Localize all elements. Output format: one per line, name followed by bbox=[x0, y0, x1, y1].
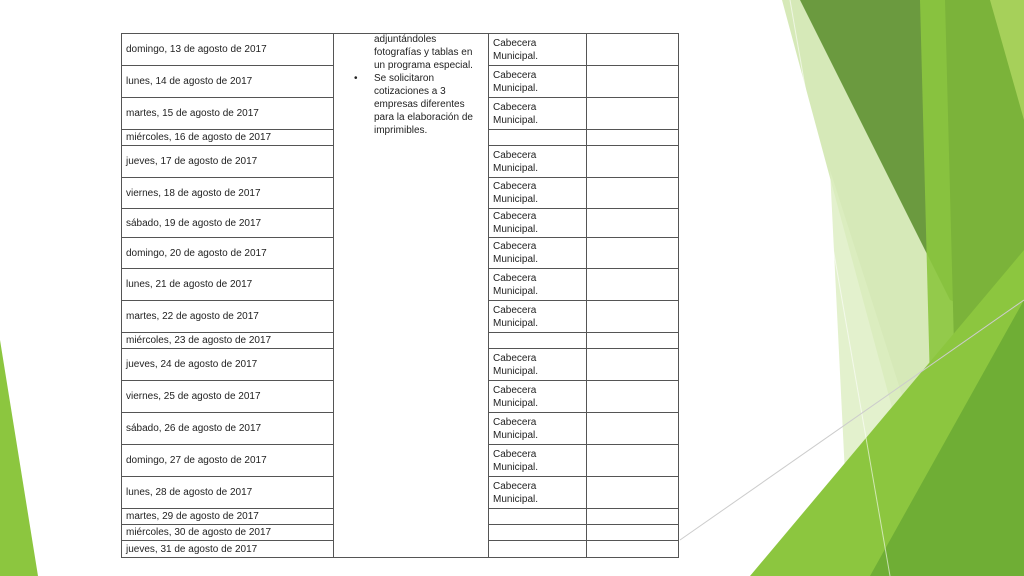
place-cell: Cabecera Municipal. bbox=[489, 381, 587, 413]
date-cell: lunes, 21 de agosto de 2017 bbox=[122, 269, 334, 301]
empty-cell bbox=[587, 525, 679, 541]
date-cell: jueves, 31 de agosto de 2017 bbox=[122, 541, 334, 558]
place-cell bbox=[489, 509, 587, 525]
empty-cell bbox=[587, 209, 679, 238]
place-cell: Cabecera Municipal. bbox=[489, 34, 587, 66]
empty-cell bbox=[587, 238, 679, 269]
right-green-shapes bbox=[680, 0, 1024, 576]
description-bullet bbox=[354, 72, 482, 137]
place-cell: Cabecera Municipal. bbox=[489, 98, 587, 130]
place-cell: Cabecera Municipal. bbox=[489, 413, 587, 445]
empty-cell bbox=[587, 98, 679, 130]
date-cell: miércoles, 30 de agosto de 2017 bbox=[122, 525, 334, 541]
place-cell bbox=[489, 130, 587, 146]
empty-cell bbox=[587, 413, 679, 445]
place-cell: Cabecera Municipal. bbox=[489, 238, 587, 269]
empty-cell bbox=[587, 146, 679, 178]
date-cell: viernes, 18 de agosto de 2017 bbox=[122, 178, 334, 209]
place-cell: Cabecera Municipal. bbox=[489, 445, 587, 477]
description-intro: adjuntándoles fotografías y tablas en un programa especial. bbox=[374, 34, 473, 71]
empty-cell bbox=[587, 445, 679, 477]
date-cell: sábado, 19 de agosto de 2017 bbox=[122, 209, 334, 238]
date-cell: miércoles, 23 de agosto de 2017 bbox=[122, 333, 334, 349]
date-cell: lunes, 14 de agosto de 2017 bbox=[122, 66, 334, 98]
empty-cell bbox=[587, 509, 679, 525]
table-row bbox=[122, 34, 679, 66]
date-cell: jueves, 17 de agosto de 2017 bbox=[122, 146, 334, 178]
empty-cell bbox=[587, 301, 679, 333]
place-cell: Cabecera Municipal. bbox=[489, 301, 587, 333]
place-cell bbox=[489, 541, 587, 558]
bullet-text: Se solicitaron cotizaciones a 3 empresas diferentes para la elaboración de imprimibles. bbox=[374, 73, 473, 136]
description-list bbox=[354, 72, 482, 137]
place-cell: Cabecera Municipal. bbox=[489, 349, 587, 381]
description-cell bbox=[334, 34, 489, 558]
place-cell: Cabecera Municipal. bbox=[489, 66, 587, 98]
empty-cell bbox=[587, 34, 679, 66]
schedule-table bbox=[121, 33, 679, 558]
place-cell: Cabecera Municipal. bbox=[489, 477, 587, 509]
date-cell: domingo, 27 de agosto de 2017 bbox=[122, 445, 334, 477]
date-cell: martes, 22 de agosto de 2017 bbox=[122, 301, 334, 333]
date-cell: jueves, 24 de agosto de 2017 bbox=[122, 349, 334, 381]
empty-cell bbox=[587, 269, 679, 301]
place-cell: Cabecera Municipal. bbox=[489, 178, 587, 209]
date-cell: sábado, 26 de agosto de 2017 bbox=[122, 413, 334, 445]
date-cell: martes, 29 de agosto de 2017 bbox=[122, 509, 334, 525]
empty-cell bbox=[587, 349, 679, 381]
date-cell: domingo, 13 de agosto de 2017 bbox=[122, 34, 334, 66]
date-cell: miércoles, 16 de agosto de 2017 bbox=[122, 130, 334, 146]
bullet-icon: • bbox=[354, 73, 358, 84]
place-cell: Cabecera Municipal. bbox=[489, 269, 587, 301]
date-cell: viernes, 25 de agosto de 2017 bbox=[122, 381, 334, 413]
date-cell: lunes, 28 de agosto de 2017 bbox=[122, 477, 334, 509]
place-cell bbox=[489, 333, 587, 349]
date-cell: martes, 15 de agosto de 2017 bbox=[122, 98, 334, 130]
place-cell bbox=[489, 525, 587, 541]
empty-cell bbox=[587, 130, 679, 146]
place-cell: Cabecera Municipal. bbox=[489, 146, 587, 178]
place-cell: Cabecera Municipal. bbox=[489, 209, 587, 238]
empty-cell bbox=[587, 541, 679, 558]
empty-cell bbox=[587, 66, 679, 98]
empty-cell bbox=[587, 333, 679, 349]
empty-cell bbox=[587, 381, 679, 413]
date-cell: domingo, 20 de agosto de 2017 bbox=[122, 238, 334, 269]
left-green-shape bbox=[0, 340, 38, 576]
empty-cell bbox=[587, 477, 679, 509]
empty-cell bbox=[587, 178, 679, 209]
